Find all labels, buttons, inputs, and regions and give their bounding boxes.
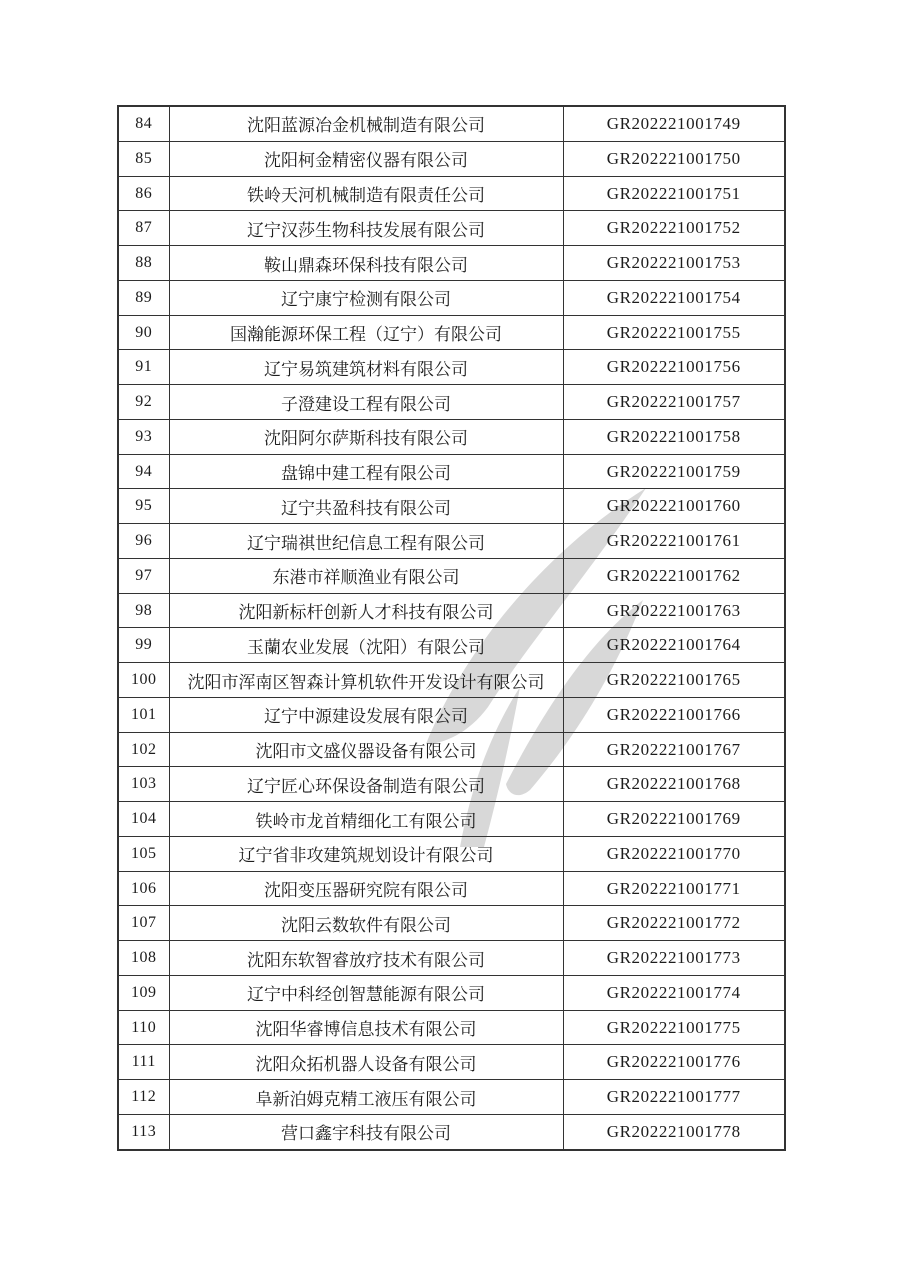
table-row — [118, 1080, 785, 1115]
company-name-cell: 辽宁中源建设发展有限公司 — [169, 697, 563, 732]
row-number-cell: 89 — [118, 280, 169, 315]
certificate-code-cell: GR202221001771 — [563, 871, 785, 906]
certificate-code-cell: GR202221001769 — [563, 802, 785, 837]
company-name-cell: 子澄建设工程有限公司 — [169, 385, 563, 420]
table-row — [118, 836, 785, 871]
certificate-table — [117, 105, 786, 1151]
row-number-cell: 87 — [118, 211, 169, 246]
table-row — [118, 941, 785, 976]
company-name-cell: 沈阳华睿博信息技术有限公司 — [169, 1010, 563, 1045]
company-name-cell: 沈阳变压器研究院有限公司 — [169, 871, 563, 906]
row-number-cell: 104 — [118, 802, 169, 837]
row-number-cell: 84 — [118, 106, 169, 141]
row-number-cell: 100 — [118, 663, 169, 698]
company-name-cell: 国瀚能源环保工程（辽宁）有限公司 — [169, 315, 563, 350]
certificate-code-cell: GR202221001767 — [563, 732, 785, 767]
company-name-cell: 铁岭天河机械制造有限责任公司 — [169, 176, 563, 211]
table-row — [118, 419, 785, 454]
table-row — [118, 558, 785, 593]
row-number-cell: 107 — [118, 906, 169, 941]
company-name-cell: 沈阳云数软件有限公司 — [169, 906, 563, 941]
company-name-cell: 辽宁易筑建筑材料有限公司 — [169, 350, 563, 385]
company-name-cell: 东港市祥顺渔业有限公司 — [169, 558, 563, 593]
row-number-cell: 111 — [118, 1045, 169, 1080]
table-row — [118, 211, 785, 246]
certificate-code-cell: GR202221001756 — [563, 350, 785, 385]
row-number-cell: 91 — [118, 350, 169, 385]
certificate-code-cell: GR202221001776 — [563, 1045, 785, 1080]
row-number-cell: 110 — [118, 1010, 169, 1045]
table-row — [118, 1114, 785, 1150]
row-number-cell: 94 — [118, 454, 169, 489]
company-name-cell: 辽宁省非攻建筑规划设计有限公司 — [169, 836, 563, 871]
table-row — [118, 663, 785, 698]
table-row — [118, 280, 785, 315]
table-row — [118, 906, 785, 941]
table-row — [118, 524, 785, 559]
certificate-code-cell: GR202221001768 — [563, 767, 785, 802]
certificate-code-cell: GR202221001762 — [563, 558, 785, 593]
table-row — [118, 350, 785, 385]
table-row — [118, 141, 785, 176]
table-row — [118, 106, 785, 141]
certificate-code-cell: GR202221001750 — [563, 141, 785, 176]
table-row — [118, 593, 785, 628]
company-name-cell: 沈阳市文盛仪器设备有限公司 — [169, 732, 563, 767]
row-number-cell: 113 — [118, 1114, 169, 1150]
company-name-cell: 辽宁瑞祺世纪信息工程有限公司 — [169, 524, 563, 559]
company-name-cell: 盘锦中建工程有限公司 — [169, 454, 563, 489]
row-number-cell: 103 — [118, 767, 169, 802]
row-number-cell: 109 — [118, 975, 169, 1010]
company-name-cell: 鞍山鼎森环保科技有限公司 — [169, 246, 563, 281]
row-number-cell: 99 — [118, 628, 169, 663]
certificate-code-cell: GR202221001754 — [563, 280, 785, 315]
company-name-cell: 铁岭市龙首精细化工有限公司 — [169, 802, 563, 837]
certificate-code-cell: GR202221001761 — [563, 524, 785, 559]
table-row — [118, 732, 785, 767]
company-name-cell: 营口鑫宇科技有限公司 — [169, 1114, 563, 1150]
row-number-cell: 98 — [118, 593, 169, 628]
table-row — [118, 871, 785, 906]
table-row — [118, 176, 785, 211]
row-number-cell: 108 — [118, 941, 169, 976]
row-number-cell: 86 — [118, 176, 169, 211]
certificate-code-cell: GR202221001765 — [563, 663, 785, 698]
row-number-cell: 93 — [118, 419, 169, 454]
row-number-cell: 88 — [118, 246, 169, 281]
certificate-code-cell: GR202221001770 — [563, 836, 785, 871]
row-number-cell: 102 — [118, 732, 169, 767]
row-number-cell: 90 — [118, 315, 169, 350]
company-name-cell: 沈阳众拓机器人设备有限公司 — [169, 1045, 563, 1080]
table-row — [118, 1010, 785, 1045]
certificate-code-cell: GR202221001773 — [563, 941, 785, 976]
table-row — [118, 315, 785, 350]
certificate-code-cell: GR202221001778 — [563, 1114, 785, 1150]
company-name-cell: 阜新泊姆克精工液压有限公司 — [169, 1080, 563, 1115]
row-number-cell: 101 — [118, 697, 169, 732]
table-row — [118, 489, 785, 524]
certificate-code-cell: GR202221001774 — [563, 975, 785, 1010]
certificate-code-cell: GR202221001759 — [563, 454, 785, 489]
row-number-cell: 85 — [118, 141, 169, 176]
table-row — [118, 628, 785, 663]
company-name-cell: 沈阳东软智睿放疗技术有限公司 — [169, 941, 563, 976]
table-row — [118, 385, 785, 420]
table-row — [118, 697, 785, 732]
row-number-cell: 112 — [118, 1080, 169, 1115]
row-number-cell: 95 — [118, 489, 169, 524]
company-name-cell: 沈阳阿尔萨斯科技有限公司 — [169, 419, 563, 454]
certificate-code-cell: GR202221001755 — [563, 315, 785, 350]
table-row — [118, 975, 785, 1010]
certificate-code-cell: GR202221001749 — [563, 106, 785, 141]
company-name-cell: 辽宁汉莎生物科技发展有限公司 — [169, 211, 563, 246]
company-name-cell: 辽宁康宁检测有限公司 — [169, 280, 563, 315]
table-row — [118, 767, 785, 802]
company-name-cell: 玉蘭农业发展（沈阳）有限公司 — [169, 628, 563, 663]
certificate-code-cell: GR202221001752 — [563, 211, 785, 246]
certificate-code-cell: GR202221001758 — [563, 419, 785, 454]
row-number-cell: 96 — [118, 524, 169, 559]
row-number-cell: 92 — [118, 385, 169, 420]
row-number-cell: 105 — [118, 836, 169, 871]
table-row — [118, 454, 785, 489]
certificate-code-cell: GR202221001763 — [563, 593, 785, 628]
company-name-cell: 沈阳柯金精密仪器有限公司 — [169, 141, 563, 176]
company-name-cell: 辽宁匠心环保设备制造有限公司 — [169, 767, 563, 802]
company-name-cell: 辽宁共盈科技有限公司 — [169, 489, 563, 524]
company-name-cell: 沈阳新标杆创新人才科技有限公司 — [169, 593, 563, 628]
row-number-cell: 106 — [118, 871, 169, 906]
certificate-code-cell: GR202221001766 — [563, 697, 785, 732]
certificate-code-cell: GR202221001775 — [563, 1010, 785, 1045]
company-name-cell: 沈阳蓝源冶金机械制造有限公司 — [169, 106, 563, 141]
certificate-code-cell: GR202221001760 — [563, 489, 785, 524]
certificate-code-cell: GR202221001764 — [563, 628, 785, 663]
certificate-code-cell: GR202221001751 — [563, 176, 785, 211]
table-row — [118, 1045, 785, 1080]
certificate-code-cell: GR202221001772 — [563, 906, 785, 941]
certificate-table-body — [118, 106, 785, 1150]
table-row — [118, 246, 785, 281]
company-name-cell: 沈阳市浑南区智森计算机软件开发设计有限公司 — [169, 663, 563, 698]
certificate-code-cell: GR202221001757 — [563, 385, 785, 420]
certificate-code-cell: GR202221001777 — [563, 1080, 785, 1115]
row-number-cell: 97 — [118, 558, 169, 593]
certificate-code-cell: GR202221001753 — [563, 246, 785, 281]
company-name-cell: 辽宁中科经创智慧能源有限公司 — [169, 975, 563, 1010]
table-row — [118, 802, 785, 837]
